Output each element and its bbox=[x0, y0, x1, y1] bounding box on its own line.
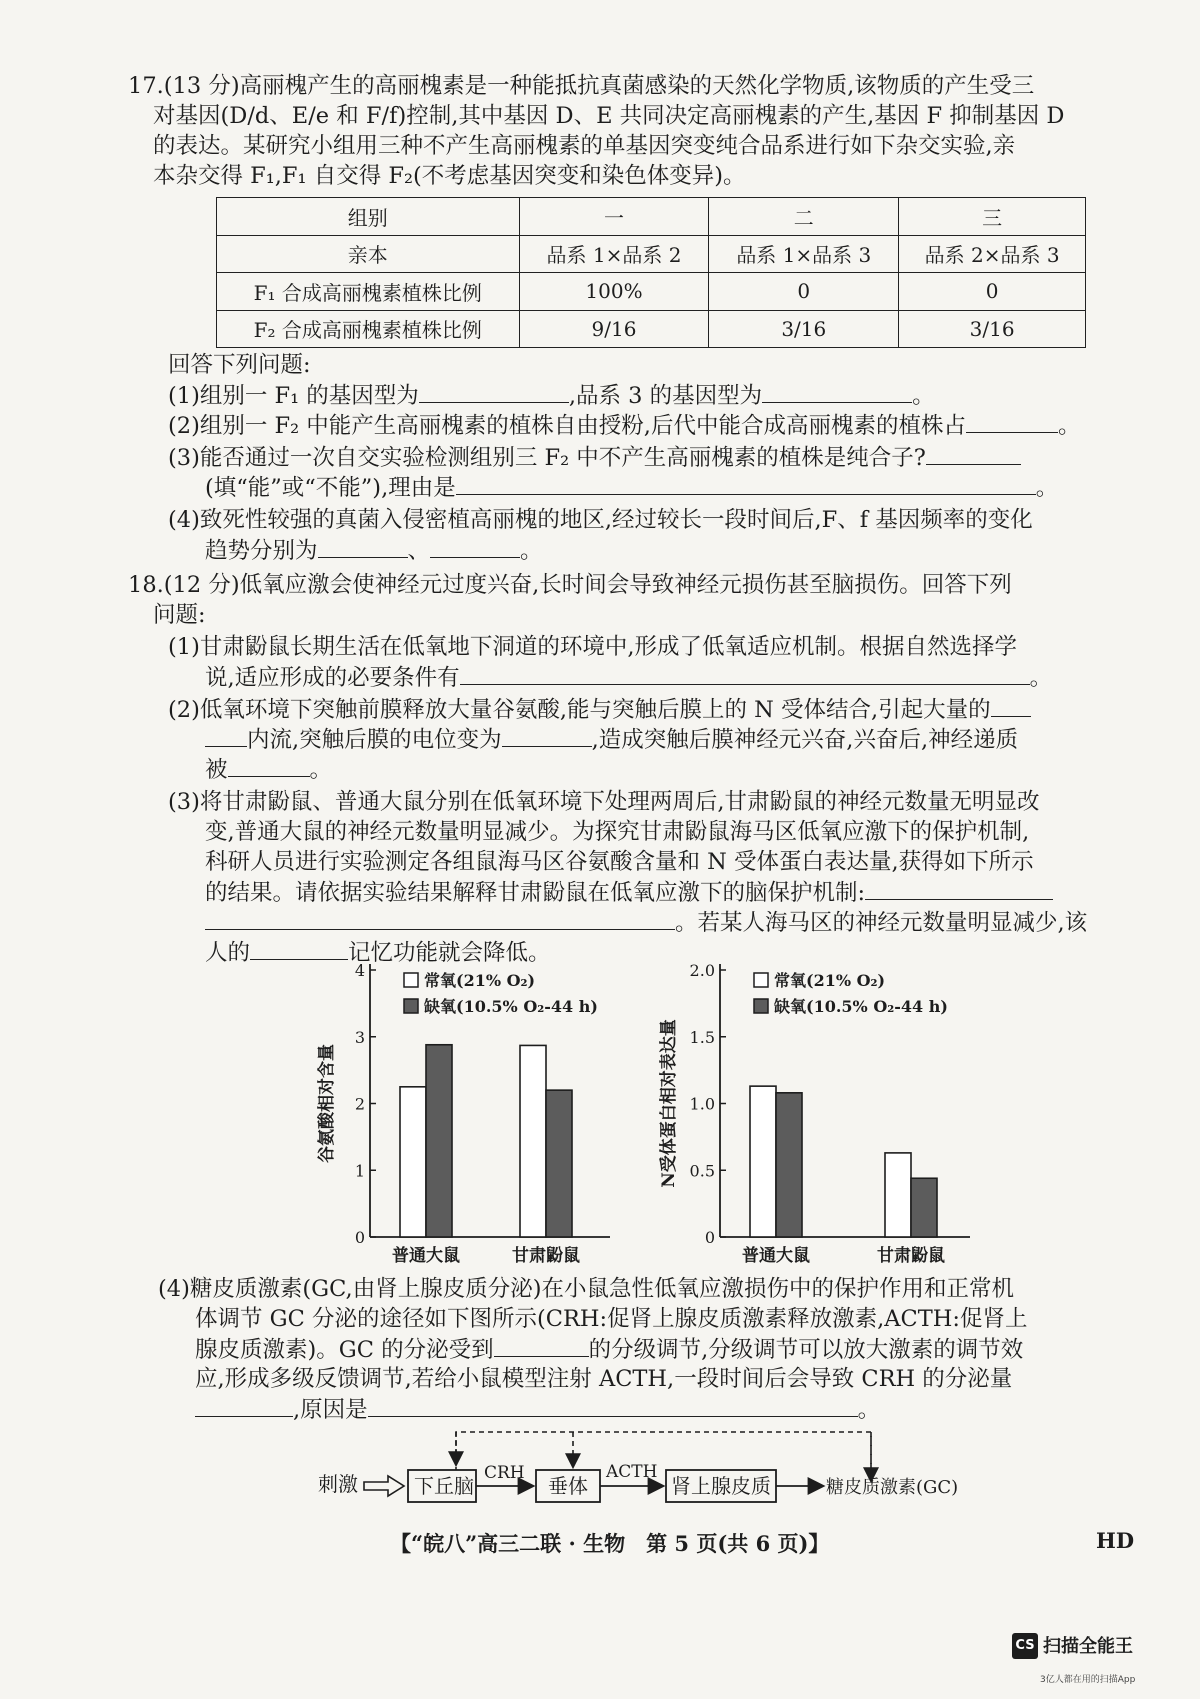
q18-p4-text-g: 。 bbox=[857, 1397, 881, 1423]
x-tick-label: 甘肃鼢鼠 bbox=[877, 1246, 945, 1266]
q18-line-1: 18.(12 分)低氧应激会使神经元过度兴奋,长时间会导致神经元损伤甚至脑损伤。回答下列 bbox=[128, 572, 1012, 598]
answer-blank[interactable] bbox=[991, 694, 1031, 717]
answer-blank[interactable] bbox=[430, 535, 520, 558]
hollow-arrow-icon bbox=[364, 1476, 404, 1496]
q18-part-4-l3 bbox=[195, 1334, 1023, 1365]
answer-blank[interactable] bbox=[966, 410, 1058, 433]
q18-p2-text-e: 。 bbox=[309, 757, 333, 783]
legend-swatch bbox=[404, 999, 418, 1013]
q18-p1-text-b: 说,适应形成的必要条件有 bbox=[205, 665, 460, 691]
table-cell: 0 bbox=[709, 273, 899, 311]
answer-blank[interactable] bbox=[460, 662, 1030, 685]
x-tick-label: 普通大鼠 bbox=[742, 1246, 810, 1266]
y-tick-label: 0.5 bbox=[689, 1161, 715, 1181]
bar bbox=[426, 1045, 452, 1237]
q18-part-2-cont2 bbox=[205, 754, 332, 785]
answer-blank[interactable] bbox=[228, 754, 310, 777]
bar bbox=[520, 1045, 546, 1237]
y-axis-label: 谷氨酸相对含量 bbox=[317, 1044, 337, 1163]
q17-p1-text-c: 。 bbox=[912, 383, 935, 409]
q17-p1-text-a: (1)组别一 F₁ 的基因型为 bbox=[168, 383, 419, 409]
bar bbox=[885, 1153, 911, 1237]
q17-p4-text-c: 、 bbox=[407, 538, 431, 564]
q17-part-4-cont bbox=[205, 535, 543, 566]
y-axis-label: N受体蛋白相对表达量 bbox=[659, 1019, 679, 1188]
bar bbox=[750, 1086, 776, 1237]
page-footer: 【“皖八”高三二联 · 生物 第 5 页(共 6 页)】 bbox=[390, 1531, 830, 1556]
legend-swatch bbox=[404, 973, 418, 987]
q18-part-3-l5 bbox=[205, 907, 1087, 938]
q18-line-2: 问题: bbox=[153, 602, 206, 628]
q17-p1-text-b: ,品系 3 的基因型为 bbox=[568, 383, 763, 409]
q18-part-4-l2: 体调节 GC 分泌的途径如下图所示(CRH:促肾上腺皮质激素释放激素,ACTH:促肾上 bbox=[195, 1306, 1028, 1332]
table-cell: 亲本 bbox=[217, 235, 520, 273]
cross-results-table bbox=[216, 197, 1086, 348]
table-cell: 9/16 bbox=[519, 310, 709, 348]
answer-blank[interactable] bbox=[456, 472, 1036, 495]
answer-blank[interactable] bbox=[494, 1334, 589, 1357]
table-cell: 100% bbox=[519, 273, 709, 311]
legend-swatch bbox=[754, 973, 768, 987]
q17-p4-text-b: 趋势分别为 bbox=[205, 538, 318, 564]
table-cell: 二 bbox=[709, 198, 899, 236]
table-cell: 一 bbox=[519, 198, 709, 236]
q17-line-1: 17.(13 分)高丽槐产生的高丽槐素是一种能抵抗真菌感染的天然化学物质,该物质的产生受三 bbox=[128, 73, 1035, 99]
q17-p4-text-d: 。 bbox=[520, 538, 543, 564]
q17-line-4: 本杂交得 F₁,F₁ 自交得 F₂(不考虑基因突变和染色体变异)。 bbox=[153, 163, 746, 189]
flow-adrenal: 肾上腺皮质 bbox=[671, 1474, 771, 1498]
y-tick-label: 4 bbox=[354, 961, 365, 980]
q18-part-1-cont bbox=[205, 662, 1052, 693]
answer-blank[interactable] bbox=[195, 1394, 293, 1417]
q17-part-2 bbox=[168, 410, 1080, 441]
table-cell: 组别 bbox=[217, 198, 520, 236]
flow-gc: 糖皮质激素(GC) bbox=[826, 1477, 959, 1498]
q17-line-3: 的表达。某研究小组用三种不产生高丽槐素的单基因突变纯合品系进行如下杂交实验,亲 bbox=[153, 133, 1016, 159]
q17-line-2: 对基因(D/d、E/e 和 F/f)控制,其中基因 D、E 共同决定高丽槐素的产生,基因 F 抑制基因 D bbox=[153, 103, 1065, 129]
y-tick-label: 1.0 bbox=[689, 1094, 715, 1114]
q17-p2-text-b: 。 bbox=[1057, 413, 1081, 439]
q17-p3-text-c: 。 bbox=[1035, 475, 1059, 501]
scanner-logo-icon: CS bbox=[1012, 1633, 1038, 1659]
answer-blank[interactable] bbox=[419, 380, 569, 403]
q18-p2-text-d: 被 bbox=[205, 757, 228, 783]
table-cell: 品系 2×品系 3 bbox=[899, 235, 1086, 273]
q17-part-4: (4)致死性较强的真菌入侵密植高丽槐的地区,经过较长一段时间后,F、f 基因频率的变化 bbox=[168, 507, 1033, 533]
q18-part-2-cont bbox=[205, 724, 1018, 755]
answer-blank[interactable] bbox=[368, 1394, 858, 1417]
y-tick-label: 2 bbox=[354, 1094, 365, 1114]
table-cell: F₂ 合成高丽槐素植株比例 bbox=[217, 310, 520, 348]
q18-p4-text-c: 腺皮质激素)。GC 的分泌受到 bbox=[195, 1337, 494, 1363]
answer-blank[interactable] bbox=[926, 442, 1021, 465]
table-row bbox=[217, 273, 1086, 311]
flow-hypothalamus: 下丘脑 bbox=[414, 1474, 474, 1498]
q17-part-3-cont bbox=[205, 472, 1058, 503]
legend-label: 常氧(21% O₂) bbox=[774, 971, 886, 990]
table-cell: 0 bbox=[899, 273, 1086, 311]
table-row bbox=[217, 235, 1086, 273]
scanner-tagline: 3亿人都在用的扫描App bbox=[1040, 1675, 1136, 1685]
y-tick-label: 1 bbox=[354, 1161, 365, 1181]
q18-part-3: (3)将甘肃鼢鼠、普通大鼠分别在低氧环境下处理两周后,甘肃鼢鼠的神经元数量无明显改 bbox=[168, 789, 1040, 815]
flow-acth: ACTH bbox=[606, 1462, 658, 1482]
q18-p3-text-f: 人的 bbox=[205, 940, 251, 966]
bar bbox=[400, 1087, 426, 1237]
answer-blank[interactable] bbox=[502, 724, 592, 747]
table-cell: F₁ 合成高丽槐素植株比例 bbox=[217, 273, 520, 311]
q18-p2-text-c: ,造成突触后膜神经元兴奋,兴奋后,神经递质 bbox=[591, 727, 1019, 753]
bar bbox=[776, 1093, 802, 1237]
gc-regulation-diagram bbox=[318, 1420, 998, 1510]
q17-answer-intro: 回答下列问题: bbox=[168, 352, 311, 378]
q18-part-2 bbox=[168, 694, 1031, 725]
answer-blank[interactable] bbox=[865, 877, 1053, 900]
bar bbox=[911, 1178, 937, 1237]
x-tick-label: 甘肃鼢鼠 bbox=[512, 1246, 580, 1266]
legend-swatch bbox=[754, 999, 768, 1013]
q17-p2-text-a: (2)组别一 F₂ 中能产生高丽槐素的植株自由授粉,后代中能合成高丽槐素的植株占 bbox=[168, 413, 966, 439]
q18-part-1: (1)甘肃鼢鼠长期生活在低氧地下洞道的环境中,形成了低氧适应机制。根据自然选择学 bbox=[168, 634, 1018, 660]
table-cell: 品系 1×品系 3 bbox=[709, 235, 899, 273]
q17-part-1 bbox=[168, 380, 935, 411]
q18-p4-text-d: 的分级调节,分级调节可以放大激素的调节效 bbox=[588, 1337, 1024, 1363]
flow-crh: CRH bbox=[484, 1463, 525, 1483]
scanner-name: 扫描全能王 bbox=[1043, 1636, 1133, 1657]
answer-blank[interactable] bbox=[318, 535, 408, 558]
q18-p2-text-b: 内流,突触后膜的电位变为 bbox=[247, 727, 502, 753]
q18-p4-text-f: ,原因是 bbox=[293, 1397, 368, 1423]
y-tick-label: 0 bbox=[354, 1228, 365, 1247]
q18-part-3-l3: 科研人员进行实验测定各组鼠海马区谷氨酸含量和 N 受体蛋白表达量,获得如下所示 bbox=[205, 849, 1034, 875]
flow-pituitary: 垂体 bbox=[548, 1474, 588, 1498]
q18-p3-text-g: 记忆功能就会降低。 bbox=[348, 940, 551, 966]
q18-part-3-l4 bbox=[205, 877, 1053, 908]
bar bbox=[546, 1090, 572, 1237]
y-tick-label: 0 bbox=[704, 1228, 715, 1247]
n-receptor-bar-chart bbox=[660, 955, 980, 1270]
legend-label: 缺氧(10.5% O₂-44 h) bbox=[424, 997, 598, 1016]
q17-part-3 bbox=[168, 442, 1021, 473]
paper-code: HD bbox=[1096, 1528, 1135, 1553]
table-cell: 3/16 bbox=[899, 310, 1086, 348]
answer-blank[interactable] bbox=[205, 724, 247, 747]
table-header-row bbox=[217, 198, 1086, 236]
q18-p3-text-e: 。若某人海马区的神经元数量明显减少,该 bbox=[675, 910, 1088, 936]
q18-p3-text-d: 的结果。请依据实验结果解释甘肃鼢鼠在低氧应激下的脑保护机制: bbox=[205, 880, 866, 906]
q18-part-3-l2: 变,普通大鼠的神经元数量明显减少。为探究甘肃鼢鼠海马区低氧应激下的保护机制, bbox=[205, 819, 1030, 845]
q18-part-4: (4)糖皮质激素(GC,由肾上腺皮质分泌)在小鼠急性低氧应激损伤中的保护作用和正常机 bbox=[158, 1276, 1014, 1302]
flow-stimulus: 刺激 bbox=[318, 1472, 358, 1496]
q18-p1-text-c: 。 bbox=[1029, 665, 1053, 691]
y-tick-label: 2.0 bbox=[689, 961, 715, 980]
table-cell: 品系 1×品系 2 bbox=[519, 235, 709, 273]
q18-part-4-l4: 应,形成多级反馈调节,若给小鼠模型注射 ACTH,一段时间后会导致 CRH 的分泌量 bbox=[195, 1366, 1013, 1392]
table-cell: 3/16 bbox=[709, 310, 899, 348]
legend-label: 缺氧(10.5% O₂-44 h) bbox=[774, 997, 948, 1016]
q17-p3-text-a: (3)能否通过一次自交实验检测组别三 F₂ 中不产生高丽槐素的植株是纯合子? bbox=[168, 445, 926, 471]
y-tick-label: 1.5 bbox=[689, 1027, 715, 1047]
q18-p2-text-a: (2)低氧环境下突触前膜释放大量谷氨酸,能与突触后膜上的 N 受体结合,引起大量的 bbox=[168, 697, 991, 723]
legend-label: 常氧(21% O₂) bbox=[424, 971, 536, 990]
answer-blank[interactable] bbox=[205, 907, 675, 930]
table-cell: 三 bbox=[899, 198, 1086, 236]
y-tick-label: 3 bbox=[354, 1027, 365, 1047]
glutamate-bar-chart bbox=[317, 955, 620, 1270]
x-tick-label: 普通大鼠 bbox=[392, 1246, 460, 1266]
answer-blank[interactable] bbox=[762, 380, 912, 403]
q17-p3-text-b: (填“能”或“不能”),理由是 bbox=[205, 475, 456, 501]
table-row bbox=[217, 310, 1086, 348]
